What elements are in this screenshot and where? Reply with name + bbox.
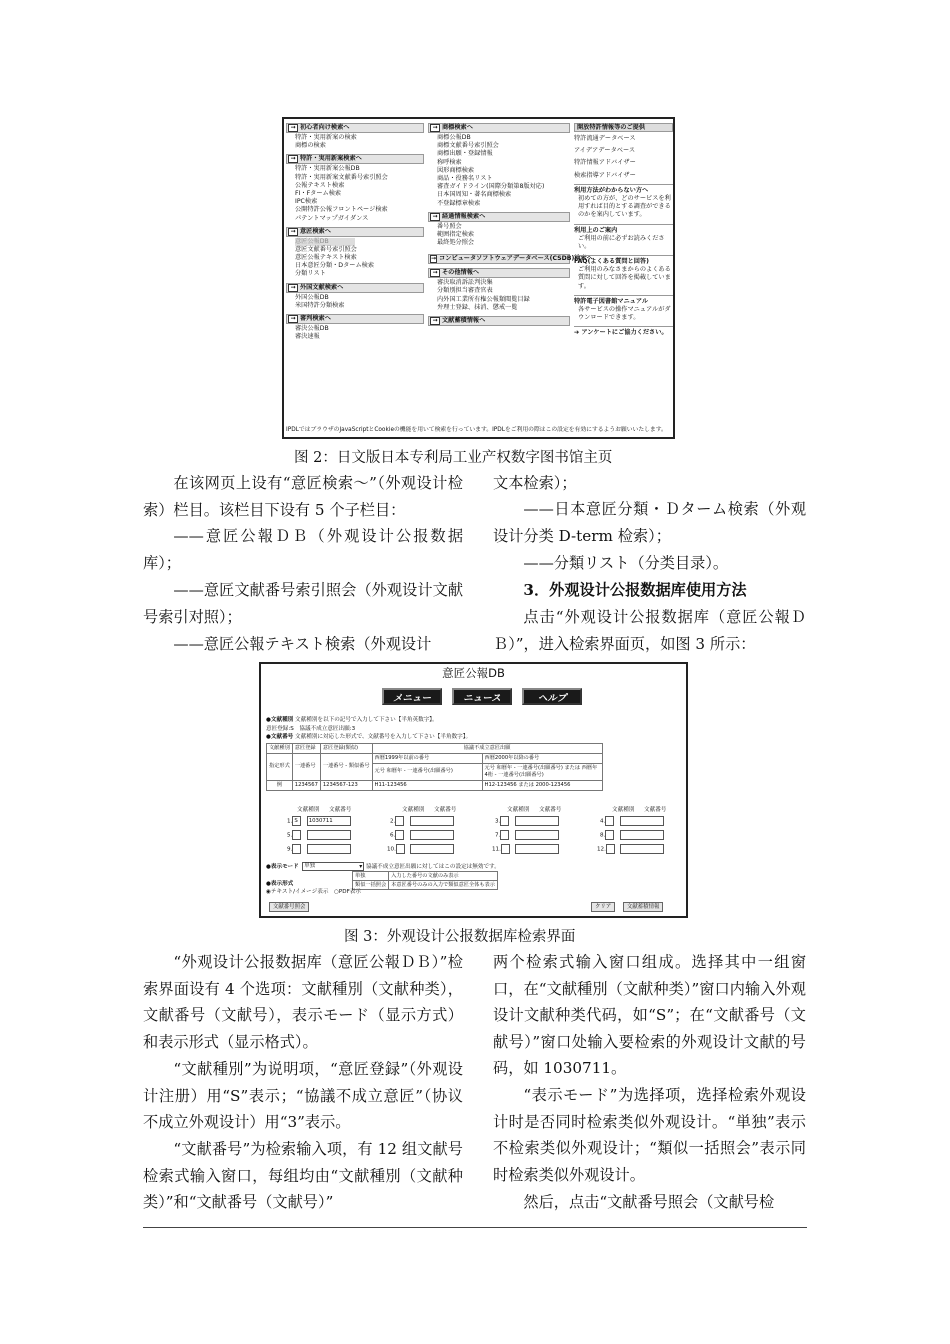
number-input[interactable] [620,844,664,854]
number-instruction [266,734,471,741]
link-list [286,325,424,341]
figure-2-screenshot [282,117,675,439]
section-title: 文献蓄積情報へ [442,316,486,324]
figure-2-column-1 [286,123,424,345]
section-header[interactable] [428,316,570,326]
sidebar-box-link[interactable]: 利用方法がわからない方へ [574,186,649,194]
grid-header-number: 文献番号 [539,807,562,813]
list-link[interactable]: 公報テキスト検索 [295,181,345,189]
kind-input[interactable]: S [292,816,301,826]
row-number: 4. [600,818,606,825]
paragraph: ——日本意匠分類・Ｄターム検索（外观设计分类 D-term 检索）； [493,500,806,545]
table-cell: H11-123456 [372,780,482,790]
kind-input[interactable] [605,816,614,826]
sidebar-box-link[interactable]: FAQ(よくある質問と回答) [574,258,649,266]
display-mode-label: ●表示モード [266,864,299,870]
input-group [495,816,559,826]
list-link[interactable]: 分類別担当審査官表 [437,287,493,295]
sidebar-box [574,295,673,323]
paragraph: ——意匠公報ＤＢ（外观设计公报数据库）； [143,527,463,572]
table-cell: 本意匠番号のみの入力で類似意匠全体も表示 [389,881,498,890]
arrow-icon: → [430,213,440,221]
kind-input[interactable] [605,830,614,840]
list-link[interactable]: 弁理士登録、抹消、懲戒一覧 [437,303,518,311]
kind-input[interactable] [396,844,405,854]
paragraph: 在该网页上设有“意匠検索～”（外观设计检索）栏目。该栏目下设有 5 个子栏目： [143,474,463,519]
paragraph: ——意匠文献番号索引照会（外观设计文献号索引对照）； [143,581,463,626]
input-group [597,844,664,854]
sidebar-box-link[interactable]: 特許電子図書館マニュアル [574,297,649,305]
number-input[interactable] [410,830,454,840]
sidebar-box [574,255,673,291]
list-link[interactable]: 図形商標検索 [437,166,475,174]
arrow-icon: → [430,317,440,325]
sidebar-link[interactable]: 特許流通データベース [574,135,636,142]
list-link-highlighted[interactable]: 意匠公報DB [295,238,355,246]
display-mode-note: 協議不成立意匠出願に対してはこの設定は無効です。 [365,864,500,870]
arrow-icon: → [430,124,440,132]
table-cell: 西暦1999年以前の番号 [372,754,482,764]
number-input[interactable] [515,830,559,840]
grid-header-kind: 文献種別 [612,807,635,813]
input-group [390,830,454,840]
survey-link-label: アンケートにご協力ください。 [581,329,668,337]
number-input[interactable] [307,844,351,854]
kind-input[interactable] [500,816,509,826]
table-cell: 類似一括照会 [353,881,389,890]
row-number: 2. [390,818,396,825]
number-input[interactable] [620,816,664,826]
input-group [390,816,454,826]
list-link[interactable]: 特許・実用新案の検索 [295,134,357,141]
sidebar-link[interactable]: 特許情報アドバイザー [574,159,636,167]
figure-2-column-2 [428,123,593,327]
table-cell: 1234567-123 [320,780,372,790]
section-header[interactable] [286,227,424,237]
kind-input[interactable] [395,816,404,826]
number-input[interactable] [410,816,454,826]
table-cell: 元号 和暦年 - 一連番号(出願番号) または 西暦年4桁 - 一連番号(出願番号) [482,764,602,781]
kind-instruction [266,717,438,724]
number-lookup-button[interactable]: 文献番号照会 [269,902,309,912]
section-title: 経過情報検索へ [442,212,486,220]
arrow-icon: → [288,124,298,132]
list-link[interactable]: 内外国工業所有権公報類閲覧目録 [437,295,530,303]
section-title: 商標検索へ [442,123,473,131]
grid-header-number: 文献番号 [644,807,667,813]
menu-button[interactable]: メニュー [382,688,442,705]
grid-header-kind: 文献種別 [507,807,530,813]
section-title: 特許・実用新案検索へ [300,155,362,163]
list-link[interactable]: 番号照会 [437,222,462,230]
list-link[interactable]: 日本意匠分類・Dターム検索 [295,262,375,270]
db-title: 意匠公報DB [442,666,505,680]
grid-header-number: 文献番号 [329,807,352,813]
display-format-label [266,881,293,888]
list-link[interactable]: 意匠文献番号索引照会 [295,245,357,253]
section-header[interactable] [428,268,570,278]
display-format-title: ●表示形式 [266,881,294,887]
number-label: ●文献番号 [266,734,294,740]
table-cell: 西暦2000年以降の番号 [482,754,602,764]
display-mode-row [266,862,500,871]
list-link[interactable]: 審決公報DB [295,325,329,332]
row-number: 7. [495,832,501,839]
table-cell: 入力した番号の文献のみ表示 [389,872,498,881]
footer-rule [143,1227,807,1228]
paragraph: 点击“外观设计公报数据库（意匠公報ＤＢ）”，进入检索界面页，如图 3 所示： [493,608,806,653]
table-cell: 意匠登録(類似) [320,744,372,754]
paragraph: ——分類リスト（分类目录）。 [523,554,729,572]
number-input[interactable] [410,844,454,854]
paragraph: 文本检索）； [493,474,577,492]
section-title: その他情報へ [442,269,480,277]
list-link[interactable]: 特許・実用新案公報DB [295,165,360,173]
table-cell: 一連番号 - 類似番号 [320,754,372,781]
section-title: 外国文献検索へ [300,283,344,291]
grid-header-number: 文献番号 [434,807,457,813]
table-cell: 元号 和暦年 - 一連番号(出願番号) [372,764,482,781]
list-link[interactable]: 公開特許公報フロントページ検索 [295,206,388,214]
input-group [287,830,351,840]
figure-3-caption: 图 3：外观设计公报数据库检索界面 [344,929,576,945]
section-title: コンピュータソフトウェアデータベース(CSDB)検索へ [439,255,593,263]
kind-input[interactable] [500,830,509,840]
kind-input[interactable] [292,830,301,840]
list-link[interactable]: 審決取消訴訟判決集 [437,279,493,287]
display-mode-select[interactable]: 単独 ▾ [302,862,364,871]
list-link[interactable]: 日本国周知・著名商標検索 [437,191,512,199]
input-group [287,844,351,854]
clear-button[interactable]: クリア [591,902,615,912]
list-link[interactable]: 特許・実用新案文献番号索引照会 [295,173,388,181]
row-number: 6. [390,832,396,839]
link-list [286,294,424,310]
paragraph: “外观设计公报数据库（意匠公報ＤＢ）”检索界面设有 4 个选项：文献種別（文献种类），文献番号（文献号），表示モード（显示方式）和表示形式（显示格式）。 [143,953,463,1051]
news-button[interactable]: ニュース [452,688,512,705]
arrow-icon: → [288,155,298,163]
table-cell: 協議不成立意匠出願 [372,744,602,754]
accumulation-info-button[interactable]: 文献蓄積情報 [623,902,663,912]
input-group [600,830,664,840]
sidebar-link[interactable]: 検索指導アドバイザー [574,171,636,179]
table-cell: 1234567 [292,780,320,790]
section-title: 初心者向け検索へ [300,123,350,131]
paragraph: 两个检索式输入窗口组成。选择其中一组窗口，在“文献種別（文献种类）”窗口内输入外观设计文献种类代码，如“S”；在“文献番号（文献号）”窗口处输入要检索的外观设计文献的号码，如 1030711。 [493,953,806,1078]
table-cell: 単独 [353,872,389,881]
link-list [286,165,424,222]
number-input[interactable] [515,816,559,826]
list-link[interactable]: 商標公報DB [437,134,471,141]
section-title: 意匠検索へ [300,227,331,235]
list-link[interactable]: パテントマップガイダンス [295,214,369,222]
paragraph: “文献種別”为说明项，“意匠登録”（外观设计注册）用“S”表示；“協議不成立意匠”（协议不成立外观设计）用“3”表示。 [143,1060,463,1132]
paragraph: “表示モード”为选择项，选择检索外观设计时是否同时检索类似外观设计。“単独”表示不检索类似外观设计；“類似一括照会”表示同时检索类似外观设计。 [493,1086,806,1184]
sidebar-box [574,326,673,337]
link-list [428,279,570,312]
number-input[interactable] [620,830,664,840]
section-title: 審判検索へ [300,314,331,322]
format-table [266,743,603,791]
list-link[interactable]: 商標出願・登録情報 [437,150,493,158]
row-number: 3. [495,818,501,825]
section-header[interactable] [286,314,424,324]
section-header[interactable] [428,212,570,222]
list-link[interactable]: 称呼検索 [437,158,462,166]
figure-2-footer: IPDLではブラウザのJavaScriptとCookieの機能を用いて検索を行っています。IPDLをご利用の際はこの設定を有効にするようお願いいたします。 [286,427,667,434]
list-link[interactable]: 最終処分照会 [437,239,475,247]
section-header[interactable] [428,254,593,264]
number-input[interactable]: 1030711 [307,816,351,826]
section-header[interactable] [428,123,570,133]
input-group [495,830,559,840]
table-cell: 一連番号 [292,754,320,781]
survey-link[interactable] [574,329,673,337]
input-group [492,844,559,854]
arrow-icon: → [431,255,437,263]
list-link[interactable]: 範囲指定検索 [437,230,475,238]
table-cell: 例 [267,780,293,790]
kind-input[interactable] [501,844,510,854]
arrow-icon: → [288,228,298,236]
list-link[interactable]: 外国公報DB [295,293,329,301]
list-link[interactable]: 不登録標章検索 [437,199,481,207]
number-input[interactable] [515,844,559,854]
nav-buttons [382,688,582,705]
kind-input[interactable] [292,844,301,854]
link-list [286,238,424,279]
number-desc: 文献種別に対応した形式で、文献番号を入力して下さい【半角数字】。 [295,734,472,740]
arrow-icon: ➔ [574,329,582,337]
figure-2-caption: 图 2：日文版日本专利局工业产权数字图书馆主页 [294,450,613,466]
row-number: 11. [492,846,501,853]
list-link[interactable]: 分類リスト [295,270,326,278]
input-group [600,816,664,826]
arrow-icon: → [288,284,298,292]
paragraph: 然后，点击“文献番号照会（文献号检 [523,1193,775,1211]
input-group [387,844,454,854]
list-link[interactable]: 米国特許分類検索 [295,301,345,309]
kind-label: ●文献種別 [266,717,294,723]
help-button[interactable]: ヘルプ [522,688,582,705]
section-header[interactable] [286,283,424,293]
paragraph: “文献番号”为检索输入项，有 12 组文献号检索式输入窗口，每组均由“文献種別（文献种类）”和“文献番号（文献号）” [143,1140,463,1212]
row-number: 5. [287,832,293,839]
arrow-icon: → [288,315,298,323]
link-list [428,223,570,248]
sidebar-box [574,224,673,252]
row-number: 1. [287,818,293,825]
kind-input[interactable] [395,830,404,840]
list-link[interactable]: 意匠公報テキスト検索 [295,254,357,262]
sidebar-box-text: 初めての方が、どのサービスを利用すれば目的とする調査ができるのかを案内しています。 [578,194,671,219]
link-list [286,134,424,150]
sidebar-box-text: ご利用のみなさまからのよくある質問に対して回答を掲載しています。 [578,266,671,290]
arrow-icon: → [430,269,440,277]
table-cell: 指定形式 [267,754,293,781]
kind-desc: 文献種別を以下の記号で入力して下さい【半角英数字】。 [295,717,438,723]
section-header[interactable] [286,154,424,164]
list-link[interactable]: 審査ガイドライン(国際分類第8版対応) [437,183,545,191]
sidebar-box-link[interactable]: 利用上のご案内 [574,226,618,234]
row-number: 8. [600,832,606,839]
kind-input[interactable] [606,844,615,854]
figure-2-column-3 [574,123,673,342]
paragraph: ——意匠公報テキスト検索（外观设计 [173,635,432,653]
sidebar-box-text: 各サービスの操作マニュアルがダウンロードできます。 [578,306,671,322]
sidebar-box [574,184,673,220]
display-mode-table [352,871,498,890]
sidebar-link[interactable]: アイデアデータベース [574,147,636,155]
row-number: 12. [597,846,606,853]
list-link[interactable]: 商標の検索 [295,142,326,150]
table-cell: 意匠登録 [292,744,320,754]
row-number: 10. [387,846,396,853]
list-link[interactable]: FI・Fターム検索 [295,189,342,197]
figure-3-screenshot [259,662,688,918]
number-input[interactable] [307,830,351,840]
table-cell: H12-123456 または 2000-123456 [482,780,602,790]
sidebar-title: 開放特許情報等のご提供 [574,123,673,132]
list-link[interactable]: 商標文献番号索引照会 [437,142,499,150]
display-format-options[interactable]: ◉テキスト/イメージ表示 ○PDF表示 [266,889,361,895]
list-link[interactable]: 商品・役務名リスト [437,174,493,182]
grid-header-kind: 文献種別 [297,807,320,813]
list-link[interactable]: IPC検索 [295,198,318,206]
grid-header-kind: 文献種別 [402,807,425,813]
link-list [428,134,570,208]
input-group [287,816,351,826]
kind-codes: 意匠登録:S 協議不成立意匠出願:3 [266,726,356,732]
section-heading: 3．外观设计公报数据库使用方法 [523,581,747,599]
section-header[interactable] [286,123,424,133]
sidebar-box-text: ご利用の前に必ずお読みください。 [578,234,665,250]
row-number: 9. [287,846,293,853]
table-cell: 文献種別 [267,744,293,754]
list-link[interactable]: 審決速報 [295,333,320,341]
